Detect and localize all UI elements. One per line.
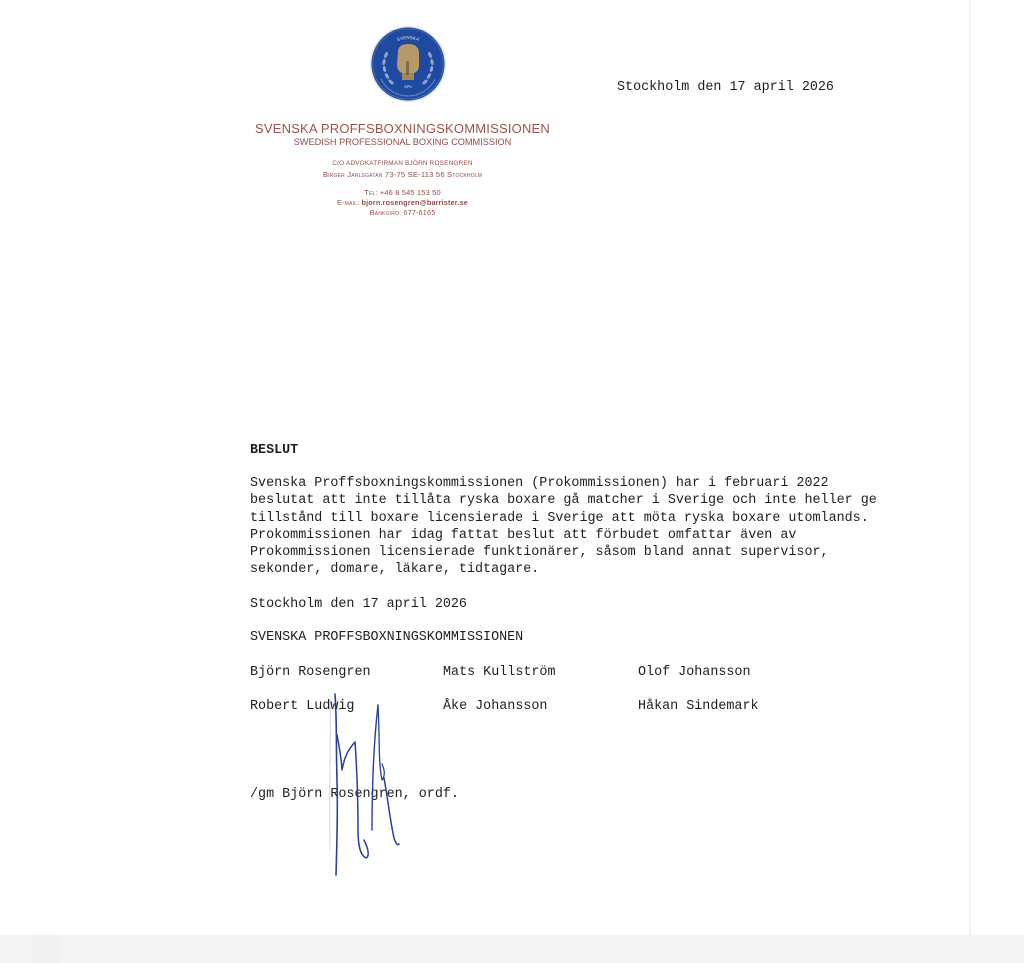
body-line: Prokommissionen licensierade funktionärer, såsom bland annat supervisor, bbox=[250, 545, 829, 560]
bankgiro-label: Bankgiro: bbox=[369, 208, 402, 217]
care-of-line: C/O ADVOKATFIRMAN BJÖRN ROSENGREN bbox=[332, 160, 473, 167]
member-name: Åke Johansson bbox=[443, 699, 548, 714]
member-name: Björn Rosengren bbox=[250, 665, 371, 680]
org-name-english: SWEDISH PROFESSIONAL BOXING COMMISSION bbox=[293, 137, 512, 147]
member-name: Robert Ludwig bbox=[250, 699, 355, 714]
phone-number: +46 8 545 153 50 bbox=[379, 188, 441, 197]
seal-text-bottom: SPK bbox=[403, 84, 413, 89]
body-line: tillstånd till boxare licensierade i Sverige att möta ryska boxare utomlands. bbox=[250, 511, 869, 526]
org-signoff: SVENSKA PROFFSBOXNINGSKOMMISSIONEN bbox=[250, 630, 524, 645]
viewer-bottom-bar bbox=[0, 935, 1024, 963]
email-label: E-mail: bbox=[337, 198, 360, 207]
email-address[interactable]: bjorn.rosengren@barrister.se bbox=[361, 198, 468, 207]
date-footer: Stockholm den 17 april 2026 bbox=[250, 597, 467, 612]
bankgiro-number: 677-6165 bbox=[403, 208, 436, 217]
phone-line bbox=[250, 188, 555, 197]
member-name: Håkan Sindemark bbox=[638, 699, 759, 714]
body-line: Svenska Proffsboxningskommissionen (Prokommissionen) har i februari 2022 bbox=[250, 476, 829, 491]
body-line: beslutat att inte tillåta ryska boxare gå matcher i Sverige och inte heller ge bbox=[250, 493, 877, 508]
body-line: sekonder, domare, läkare, tidtagare. bbox=[250, 562, 540, 577]
phone-label: Tel: bbox=[364, 188, 378, 197]
member-name: Mats Kullström bbox=[443, 665, 556, 680]
body-line: Prokommissionen har idag fattat beslut att förbudet omfattar även av bbox=[250, 528, 797, 543]
org-name-swedish: SVENSKA PROFFSBOXNINGSKOMMISSIONEN bbox=[254, 121, 551, 136]
seal-text-top: SVENSKA bbox=[396, 35, 420, 43]
date-header: Stockholm den 17 april 2026 bbox=[617, 80, 834, 95]
signature-line: /gm Björn Rosengren, ordf. bbox=[250, 787, 459, 802]
bankgiro-line bbox=[250, 208, 555, 217]
commission-seal-logo bbox=[369, 25, 447, 103]
decision-heading: BESLUT bbox=[250, 443, 299, 458]
page-edge-divider bbox=[969, 0, 971, 935]
address-line: Birger Jarlsgatan 73-75 SE-113 56 Stockholm bbox=[322, 170, 483, 179]
email-line bbox=[250, 198, 555, 207]
viewer-bar-segment bbox=[33, 935, 61, 963]
member-name: Olof Johansson bbox=[638, 665, 751, 680]
